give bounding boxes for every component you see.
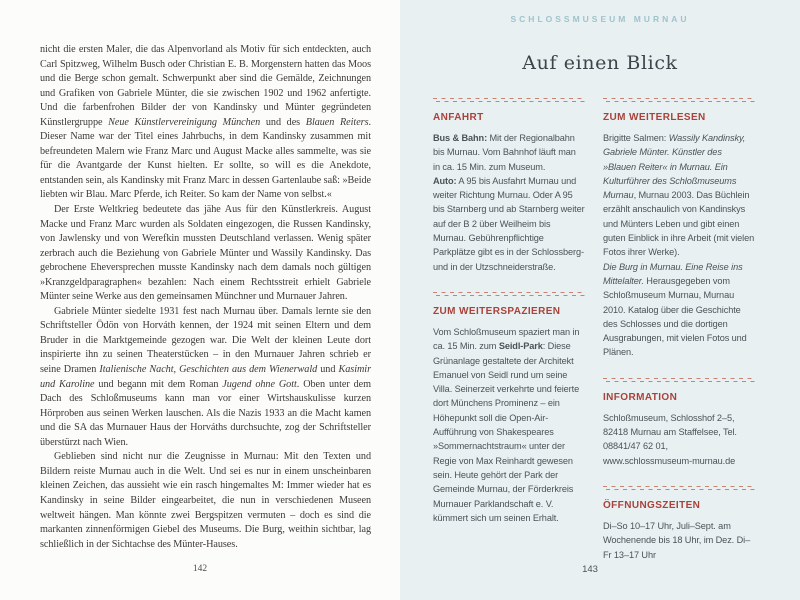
text-run: nicht die ersten Maler, die das Alpenvorland als Motiv für sich entdeckten, auch Carl Spitzweg, Wilhelm Busch oder Christian E. B. Morgenstern hatten das Moos und die Berge schon gemalt. Schwerpunkt aber sind die Gemälde, Zeichnungen und Grafiken von Gabriele Münter, die sie zwischen 1902 und 1962 anfertigte. Und die farbenfrohen Bilder der von Kandinsky und Münter gegründeten Künstlergruppe <box>40 44 371 128</box>
text-run: Italienische Nacht, Geschichten aus dem Wienerwald <box>99 364 318 376</box>
text-run: Die Burg in Murnau. Eine Reise ins Mittelalter. <box>603 261 743 286</box>
info-section <box>603 98 755 360</box>
info-section <box>433 98 585 274</box>
text-run: Der Erste Weltkrieg bedeutete das jähe Aus für den Künstlerkreis. August Macke und Franz Marc wurden als Soldaten eingezogen, die Russen Kandinsky, von Jawlensky und von Werefkin mussten Deutschland verlassen. Wenig später zerbrach auch die Beziehung von Gabriele Münter und Wassily Kandinsky. Das gebrochene Eheversprechen musste Kandinsky nach dem damals noch gültigen »Kranzgeldparagraphen« bezahlen: Nach einem Rechtsstreit erhielt Gabriele Münter seine Werke aus den gemeinsamen Münchner und Murnauer Jahren. <box>40 204 371 303</box>
text-run: Bus & Bahn: <box>433 133 488 143</box>
page-number-left: 142 <box>192 564 208 574</box>
text-run: , Murnau 2003. Das Büchlein erzählt anschaulich von Kandinskys und Münters Leben und gibt einen guten Einblick in ihre Arbeit (mit vielen Fotos ihrer Werke). <box>603 190 755 258</box>
text-run: Schloßmuseum, Schlosshof 2–5, 82418 Murnau am Staffelsee, Tel. 08841/47 62 01, www.schlossmuseum-murnau.de <box>603 412 737 466</box>
section-heading: INFORMATION <box>603 391 678 403</box>
text-run: Brigitte Salmen: <box>603 133 669 143</box>
paragraph <box>40 203 371 305</box>
info-section <box>603 378 755 468</box>
dashed-divider <box>433 292 585 297</box>
paragraph <box>433 325 585 525</box>
text-run: Blauen Reiters <box>305 116 369 128</box>
dashed-divider <box>603 378 755 383</box>
text-run: . Dieser Name war der Titel eines Jahrbuchs, in dem Kandinsky zusammen mit befreundeten Malern wie Franz Marc und August Macke alles sammelte, was sie für die Avantgarde der Kunst hielten. Er sollte, so will es die Anekdote, entstanden sein, als Kandinsky mit Franz Marc in dessen Gartenlaube saß: »Beide liebten wir Blau. Marc Pferde, ich Reiter. So kam der Name von selbst.« <box>40 116 371 201</box>
paragraph <box>40 450 371 552</box>
paragraph <box>603 411 755 468</box>
section-heading: ZUM WEITERSPAZIEREN <box>433 305 561 317</box>
text-run: Geblieben sind nicht nur die Zeugnisse in Murnau: Mit den Texten und Bildern reiste Murnau auch in die Welt. Und sei es nur in einem unscheinbaren kleinen Zeichen, das aussieht wie ein rasch hingemaltes M: Immer wieder hat es Kandinsky in seine Bilder eingearbeitet, die nun in verschiedenen Museen weltweit hängen. Man könnte zwei Bergspitzen vermuten – doch es sind die markanten zinnenförmigen Giebel des Museums. Die Burg, weithin sichtbar, lag schließlich in der Sichtachse des Münter-Hauses. <box>40 451 371 550</box>
text-run: Gabriele Münter siedelte 1931 fest nach Murnau über. Damals lernte sie den Schriftsteller Ödön von Horváth kennen, der 1924 mit seinen Eltern und dem Bruder in die Marktgemeinde gezogen war. Die Welt der kleinen Leute dort inspirierte ihn zu seinen Theaterstücken – in den Murnauer Jahren schrieb er seine Dramen <box>40 305 371 376</box>
paragraph <box>603 260 755 360</box>
text-run: Seidl-Park <box>498 341 543 352</box>
dashed-divider <box>433 98 585 103</box>
text-run: Herausgegeben vom Schloßmuseum Murnau, Murnau 2010. Katalog über die Geschichte des Schlosses und die dortigen Ausgrabungen, mit vielen Fotos und Plänen. <box>603 275 747 358</box>
right-column-1 <box>603 98 755 580</box>
text-run: A 95 bis Ausfahrt Murnau und weiter Richtung Murnau. Oder A 95 bis Starnberg und ab Starnberg weiter auf der B 2 über Weilheim bis Murnau. Gebührenpflichtige Parkplätze gibt es in der Schlossberg- und in der Utzschneiderstraße. <box>433 175 585 272</box>
paragraph <box>40 43 371 203</box>
info-section <box>433 292 585 525</box>
page-title: Auf einen Blick <box>522 52 678 74</box>
text-run: Auto: <box>433 175 457 186</box>
text-run: Jugend ohne Gott <box>222 378 297 390</box>
section-heading: ZUM WEITERLESEN <box>603 112 706 123</box>
info-section <box>603 486 755 562</box>
paragraph <box>40 305 371 450</box>
text-run: Neue Künstlervereinigung München <box>108 116 261 128</box>
right-page <box>400 0 800 600</box>
paragraph <box>433 131 585 174</box>
text-run: Wassily Kandinsky, Gabriele Münter. Künstler des »Blauen Reiter« in Murnau. Ein Kulturführer des Schloßmuseums Murnau <box>603 133 746 201</box>
paragraph <box>603 131 755 260</box>
left-page-text <box>40 43 371 552</box>
text-run: und des <box>260 116 306 128</box>
text-run: Vom Schloßmuseum spaziert man in ca. 15 Min. zum <box>433 326 580 352</box>
text-run: und begann mit dem Roman <box>94 378 223 390</box>
info-columns <box>433 98 775 580</box>
text-run: und <box>317 364 339 376</box>
section-heading: ÖFFNUNGSZEITEN <box>603 499 701 511</box>
text-run: Kasimir und Karoline <box>40 364 371 390</box>
text-run: Mit der Regionalbahn bis Murnau. Vom Bahnhof läuft man in ca. 15 Min. zum Museum. <box>433 133 576 172</box>
paragraph <box>433 174 585 274</box>
right-column-0 <box>433 98 585 580</box>
paragraph <box>603 519 755 562</box>
text-run: . Oben unter dem Dach des Schloßmuseums kann man vor einer Wirtshauskulisse kurzen Hörproben aus seinen Werken lauschen. Als die Nazis 1933 an die Macht kamen und die SA das Murnauer Haus der Horváths durchsuchte, zog der Schriftsteller überstürzt nach Wien. <box>40 378 371 448</box>
section-heading: ANFAHRT <box>433 112 484 123</box>
running-header: SCHLOSSMUSEUM MURNAU <box>510 14 690 24</box>
dashed-divider <box>603 98 755 103</box>
text-run: : Diese Grünanlage gestaltete der Architekt Emanuel von Seidl rund um seine Villa. Seinerzeit verkehrte und feierte dort Münchens Prominenz – ein Höhepunkt soll die Open-Air-Aufführung von Shakespeares »Sommernachtstraum« unter der Regie von Max Reinhardt gewesen sein. Heute gehört der Park der Gemeinde Murnau, der Förderkreis Murnauer Parklandschaft e. V. kümmert sich um seinen Erhalt. <box>433 341 580 523</box>
text-run: Di–So 10–17 Uhr, Juli–Sept. am Wochenende bis 18 Uhr, im Dez. Di–Fr 13–17 Uhr <box>603 520 751 560</box>
page-number-right: 143 <box>582 564 598 575</box>
dashed-divider <box>603 486 755 491</box>
